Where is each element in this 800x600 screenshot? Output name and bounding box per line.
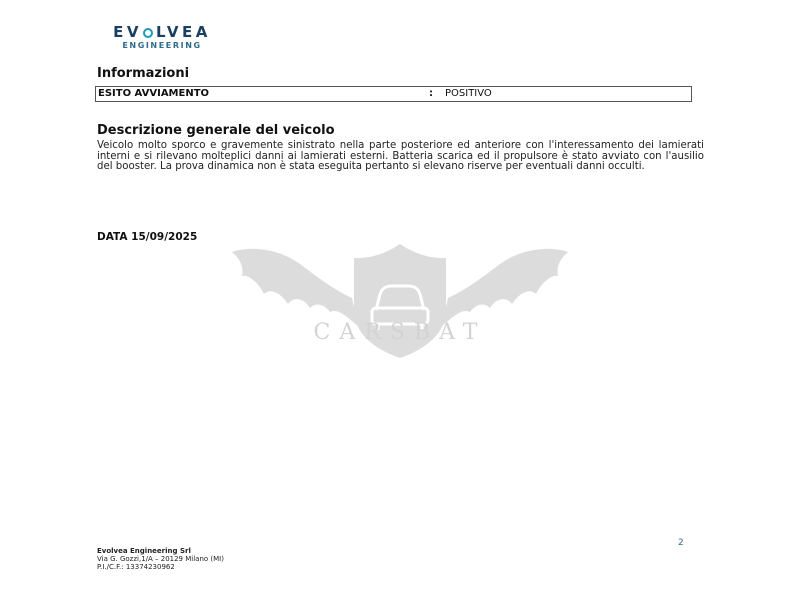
left-wing-icon	[232, 249, 358, 326]
carsbat-watermark-logo	[230, 238, 570, 363]
footer-company: Evolvea Engineering Srl	[97, 547, 191, 555]
logo-ring-icon	[143, 28, 153, 38]
footer-address: Via G. Gozzi,1/A – 20129 Milano (MI)	[97, 555, 224, 563]
footer	[97, 547, 224, 571]
info-value: POSITIVO	[445, 88, 492, 99]
logo-text-right: LVEA	[155, 23, 211, 41]
footer-vat: P.I./C.F.: 13374230962	[97, 563, 175, 571]
vehicle-description: Veicolo molto sporco e gravemente sinistrato nella parte posteriore ed anteriore con l'interessamento dei lamierati interni e si rilevano molteplici danni ai lamierati esterni. Batteria scarica ed il propulsore è stato avviato con l'ausilio del booster. La prova dinamica non è stata eseguita pertanto si elevano riserve per eventuali danni occulti.	[97, 140, 704, 173]
right-wing-icon	[442, 249, 568, 326]
company-logo	[97, 22, 227, 50]
info-key: ESITO AVVIAMENTO	[98, 88, 210, 99]
info-separator: :	[429, 88, 433, 99]
info-table	[95, 86, 692, 102]
watermark-text: CARSBAT	[313, 320, 487, 345]
logo-subtitle: ENGINEERING	[122, 41, 202, 50]
description-section-title: Descrizione generale del veicolo	[97, 123, 335, 138]
document-date: DATA 15/09/2025	[97, 231, 198, 243]
logo-text-left: EV	[113, 23, 142, 41]
logo-wordmark	[113, 24, 211, 41]
info-section-title: Informazioni	[97, 66, 190, 81]
page-number: 2	[678, 538, 684, 548]
